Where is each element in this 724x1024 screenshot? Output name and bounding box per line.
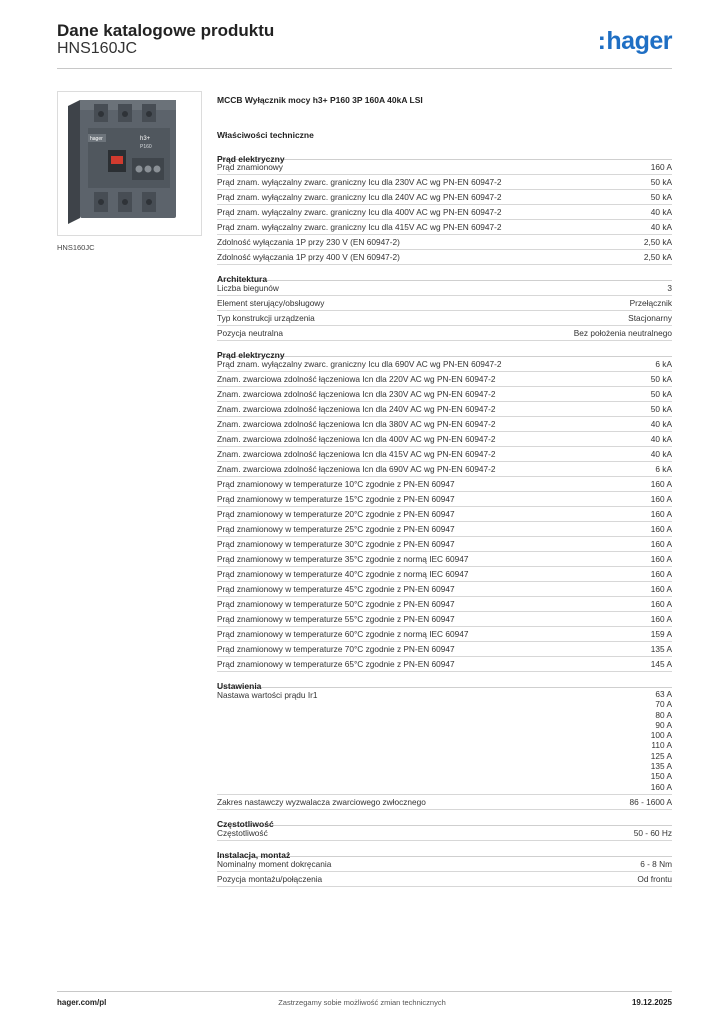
spec-row (217, 872, 672, 887)
spec-value: 50 kA (650, 177, 672, 187)
spec-row (217, 462, 672, 477)
spec-label: Zdolność wyłączania 1P przy 230 V (EN 60947-2) (217, 237, 400, 247)
spec-label: Prąd znamionowy w temperaturze 10°C zgodnie z PN-EN 60947 (217, 479, 455, 489)
section-title: Prąd elektryczny (217, 341, 672, 357)
spec-row (217, 387, 672, 402)
spec-row (217, 296, 672, 311)
image-brand-label: hager (90, 136, 103, 142)
spec-label: Częstotliwość (217, 827, 268, 838)
spec-value: 50 kA (650, 404, 672, 414)
spec-value: 50 kA (650, 374, 672, 384)
spec-label: Prąd znamionowy w temperaturze 50°C zgodnie z PN-EN 60947 (217, 599, 455, 609)
logo-colon-mark: : (597, 27, 606, 55)
spec-label: Prąd znamionowy w temperaturze 35°C zgodnie z normą IEC 60947 (217, 554, 469, 564)
spec-row (217, 826, 672, 841)
spec-value: 40 kA (650, 419, 672, 429)
spec-value: 63 A (655, 689, 672, 699)
spec-label: Znam. zwarciowa zdolność łączeniowa Icn dla 400V AC wg PN-EN 60947-2 (217, 434, 496, 444)
spec-value: 86 - 1600 A (629, 796, 672, 807)
spec-value: 160 A (650, 599, 672, 609)
spec-row (217, 492, 672, 507)
spec-label: Znam. zwarciowa zdolność łączeniowa Icn dla 380V AC wg PN-EN 60947-2 (217, 419, 496, 429)
spec-value: 40 kA (650, 222, 672, 232)
spec-value: 40 kA (650, 434, 672, 444)
spec-row (217, 250, 672, 265)
spec-value: Przełącznik (629, 298, 672, 308)
spec-section (217, 341, 672, 672)
spec-label: Prąd znam. wyłączalny zwarc. graniczny Icu dla 415V AC wg PN-EN 60947-2 (217, 222, 502, 232)
spec-row (217, 281, 672, 296)
spec-label: Zdolność wyłączania 1P przy 400 V (EN 60947-2) (217, 252, 400, 262)
spec-label: Prąd znam. wyłączalny zwarc. graniczny Icu dla 400V AC wg PN-EN 60947-2 (217, 207, 502, 217)
spec-row (217, 477, 672, 492)
spec-value: 110 A (651, 740, 672, 751)
spec-row (217, 205, 672, 220)
spec-row (217, 795, 672, 810)
spec-row (217, 220, 672, 235)
spec-value: 100 A (650, 730, 672, 741)
spec-content (217, 95, 672, 887)
spec-value: 135 A (650, 644, 672, 654)
spec-value: 80 A (655, 709, 672, 720)
spec-value: 50 kA (650, 389, 672, 399)
footer-date: 19.12.2025 (631, 998, 672, 1007)
spec-label: Znam. zwarciowa zdolność łączeniowa Icn dla 415V AC wg PN-EN 60947-2 (217, 449, 496, 459)
footer-website: hager.com/pl (57, 998, 107, 1007)
spec-row (217, 417, 672, 432)
section-title: Architektura (217, 265, 672, 281)
spec-label: Prąd znamionowy w temperaturze 70°C zgodnie z PN-EN 60947 (217, 644, 455, 654)
spec-row (217, 175, 672, 190)
spec-value: 160 A (650, 554, 672, 564)
section-title: Prąd elektryczny (217, 144, 672, 160)
spec-row (217, 657, 672, 672)
spec-label: Prąd znamionowy (217, 162, 283, 172)
spec-label: Prąd znamionowy w temperaturze 20°C zgodnie z PN-EN 60947 (217, 509, 455, 519)
spec-value: 6 - 8 Nm (640, 858, 672, 869)
spec-section (217, 265, 672, 341)
spec-label: Prąd znamionowy w temperaturze 60°C zgodnie z normą IEC 60947 (217, 629, 469, 639)
spec-row (217, 612, 672, 627)
spec-value: 6 kA (655, 464, 672, 474)
spec-label: Zakres nastawczy wyzwalacza zwarciowego zwłocznego (217, 796, 426, 807)
spec-label: Nominalny moment dokręcania (217, 858, 332, 869)
section-title: Instalacja, montaż (217, 841, 672, 857)
spec-row (217, 857, 672, 872)
header-divider (57, 68, 672, 69)
product-code: HNS160JC (57, 40, 138, 57)
spec-row (217, 642, 672, 657)
spec-value: 160 A (650, 614, 672, 624)
spec-label: Prąd znam. wyłączalny zwarc. graniczny Icu dla 240V AC wg PN-EN 60947-2 (217, 192, 502, 202)
spec-value: 145 A (650, 659, 672, 669)
spec-label: Prąd znamionowy w temperaturze 15°C zgodnie z PN-EN 60947 (217, 494, 455, 504)
spec-label: Znam. zwarciowa zdolność łączeniowa Icn dla 240V AC wg PN-EN 60947-2 (217, 404, 496, 414)
spec-label: Znam. zwarciowa zdolność łączeniowa Icn dla 690V AC wg PN-EN 60947-2 (217, 464, 496, 474)
image-model-label: h3+ (140, 136, 151, 142)
spec-value: Bez położenia neutralnego (573, 328, 672, 338)
spec-row (217, 190, 672, 205)
spec-label: Prąd znamionowy w temperaturze 40°C zgodnie z normą IEC 60947 (217, 569, 469, 579)
spec-value: Stacjonarny (628, 313, 672, 323)
spec-value: 160 A (650, 524, 672, 534)
spec-value: 160 A (650, 479, 672, 489)
spec-row (217, 326, 672, 341)
spec-label: Prąd znam. wyłączalny zwarc. graniczny Icu dla 690V AC wg PN-EN 60947-2 (217, 359, 502, 369)
spec-label: Prąd znamionowy w temperaturze 55°C zgodnie z PN-EN 60947 (217, 614, 455, 624)
spec-label: Prąd znam. wyłączalny zwarc. graniczny Icu dla 230V AC wg PN-EN 60947-2 (217, 177, 502, 187)
spec-row (217, 522, 672, 537)
spec-sections (217, 144, 672, 887)
page-title: Dane katalogowe produktu (57, 21, 275, 40)
spec-row (217, 627, 672, 642)
spec-label: Prąd znamionowy w temperaturze 25°C zgodnie z PN-EN 60947 (217, 524, 455, 534)
spec-label: Element sterujący/obsługowy (217, 298, 325, 308)
spec-section (217, 841, 672, 887)
spec-value: 135 A (650, 761, 672, 772)
spec-section (217, 144, 672, 265)
spec-label: Liczba biegunów (217, 283, 279, 293)
circuit-breaker-illustration (58, 92, 201, 235)
logo-text: hager (606, 27, 672, 55)
spec-value: 160 A (650, 494, 672, 504)
image-caption: HNS160JC (57, 243, 95, 252)
spec-label: Typ konstrukcji urządzenia (217, 313, 315, 323)
spec-value-list (651, 688, 672, 794)
footer-divider (57, 991, 672, 992)
spec-value: 6 kA (655, 359, 672, 369)
spec-value: 70 A (655, 699, 672, 710)
spec-label: Pozycja montażu/połączenia (217, 873, 323, 884)
spec-label: Prąd znamionowy w temperaturze 65°C zgodnie z PN-EN 60947 (217, 659, 455, 669)
spec-row (217, 235, 672, 250)
spec-value: 2,50 kA (643, 237, 672, 247)
spec-row (217, 372, 672, 387)
spec-label: Prąd znamionowy w temperaturze 30°C zgodnie z PN-EN 60947 (217, 539, 455, 549)
spec-value: 2,50 kA (643, 252, 672, 262)
spec-value: 160 A (650, 781, 672, 792)
section-title: Ustawienia (217, 672, 672, 688)
section-title: Częstotliwość (217, 810, 672, 826)
spec-row (217, 537, 672, 552)
spec-value: 40 kA (650, 207, 672, 217)
product-title: MCCB Wyłącznik mocy h3+ P160 3P 160A 40kA LSI (217, 95, 423, 105)
spec-label: Znam. zwarciowa zdolność łączeniowa Icn dla 230V AC wg PN-EN 60947-2 (217, 389, 496, 399)
spec-value: 160 A (650, 509, 672, 519)
spec-value: 40 kA (650, 449, 672, 459)
spec-row (217, 357, 672, 372)
product-image (57, 91, 202, 236)
spec-value: 159 A (650, 629, 672, 639)
spec-label: Znam. zwarciowa zdolność łączeniowa Icn dla 220V AC wg PN-EN 60947-2 (217, 374, 496, 384)
spec-value: 160 A (650, 569, 672, 579)
spec-row (217, 552, 672, 567)
spec-section (217, 672, 672, 810)
spec-row (217, 311, 672, 326)
spec-value: 160 A (650, 162, 672, 172)
spec-row (217, 402, 672, 417)
spec-value: 160 A (650, 584, 672, 594)
spec-row (217, 447, 672, 462)
spec-value: 90 A (655, 719, 672, 730)
hager-logo (598, 27, 672, 56)
footer-notice: Zastrzegamy sobie możliwość zmian technicznych (278, 998, 446, 1007)
spec-value: Od frontu (637, 873, 672, 884)
spec-value: 3 (667, 283, 672, 293)
spec-label: Pozycja neutralna (217, 328, 283, 338)
spec-row (217, 507, 672, 522)
spec-label: Prąd znamionowy w temperaturze 45°C zgodnie z PN-EN 60947 (217, 584, 455, 594)
spec-section (217, 810, 672, 841)
spec-value: 50 - 60 Hz (633, 827, 672, 838)
spec-value: 160 A (650, 539, 672, 549)
spec-row (217, 567, 672, 582)
spec-value: 125 A (650, 750, 672, 761)
image-rating-label: P160 (140, 144, 152, 150)
technical-properties-heading: Właściwości techniczne (217, 130, 314, 140)
spec-row (217, 432, 672, 447)
spec-row (217, 582, 672, 597)
spec-value: 50 kA (650, 192, 672, 202)
spec-row (217, 688, 672, 795)
spec-row (217, 160, 672, 175)
spec-row (217, 597, 672, 612)
spec-label: Nastawa wartości prądu Ir1 (217, 690, 318, 700)
spec-value: 150 A (650, 771, 672, 782)
